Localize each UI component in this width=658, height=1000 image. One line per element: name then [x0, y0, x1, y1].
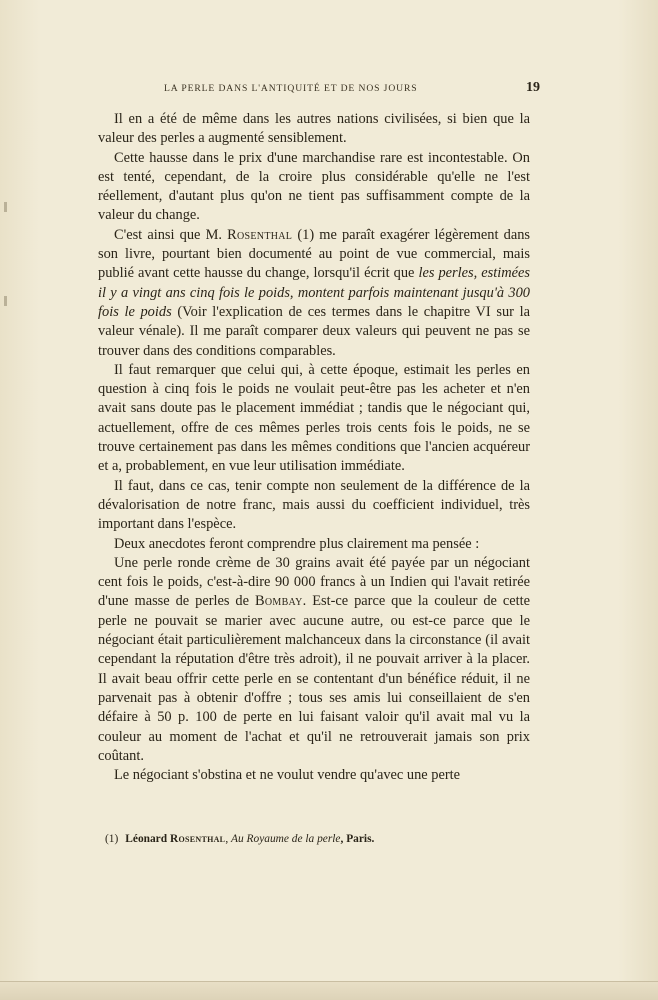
paragraph-text: Cette hausse dans le prix d'une marchandise rare est incontestable. On est tenté, cependant, de la croire plus considérable qu'elle ne l'est réellement, d'autant plus qu'on ne tient pas suffisamment compte de la valeur du change. — [98, 149, 530, 224]
margin-mark — [4, 202, 7, 212]
footnote-author-first: Léonard — [125, 833, 168, 845]
small-caps-name: Bombay — [254, 593, 303, 610]
paragraph-text: Deux anecdotes feront comprendre plus clairement ma pensée : — [114, 535, 480, 552]
paragraph — [98, 766, 530, 785]
italic-quote: les perles, estimées il y a vingt ans cinq fois le poids, montent parfois maintenant jusqu'à 300 fois le poids — [98, 265, 530, 320]
running-title: LA PERLE DANS L'ANTIQUITÉ ET DE NOS JOURS — [164, 83, 418, 94]
paragraph-text: Il faut remarquer que celui qui, à cette époque, estimait les perles en question à cinq fois le poids ne voulait peut-être pas les acheter et n'en avait sans doute pas le placement immédiat ; tandis que le négociant qui, actuellement, offre de ces mêmes perles trois cents fois le poids, ne se trouve certainement pas dans les mêmes conditions que l'ancien acquéreur et a, probablement, en vue leur utilisation immédiate. — [98, 361, 530, 475]
paragraph — [98, 361, 530, 477]
paragraph — [98, 554, 530, 766]
paragraph-text: . Est-ce parce que la couleur de cette perle ne pouvait se marier avec aucune autre, ou est-ce parce que le négociant était particulièrement malchanceux dans la circonstance (il avait cependant la réputation d'être très adroit), il ne pouvait arriver à la placer. Il avait beau offrir cette perle en se contentant d'un bénéfice réduit, il ne parvenait pas à obtenir d'offre ; tous ses amis lui conseillaient de s'en défaire à 50 p. 100 de perte en lui faisant valoir qu'il avait mal vu la couleur au moment de l'achat et qu'il ne retrouverait jamais son prix coûtant. — [98, 593, 530, 764]
paragraph-text: (1) me paraît exagérer légèrement dans son livre, pourtant bien documenté au point de vue commercial, mais publié avant cette hausse du change, lorsqu'il écrit que — [98, 226, 530, 282]
page-bottom-edge — [0, 981, 658, 1000]
paragraph — [98, 110, 530, 149]
paragraph-text: C'est ainsi que M. — [114, 226, 228, 243]
paragraph — [98, 149, 530, 226]
footnote-separator: , — [225, 833, 229, 845]
paragraph-text: Il faut, dans ce cas, tenir compte non seulement de la différence de la dévalorisation de notre franc, mais aussi du coefficient individuel, très important dans l'espèce. — [98, 477, 530, 533]
margin-mark — [4, 296, 7, 306]
footnote-book-title: Au Royaume de la perle — [231, 833, 341, 845]
paragraph-text: Une perle ronde crème de 30 grains avait été payée par un négociant cent fois le poids, c'est-à-dire 90 000 francs à un Indien qui l'avait retirée d'une masse de perles de — [98, 554, 530, 610]
footnote-author-last: Rosenthal — [169, 833, 226, 845]
paragraph — [98, 535, 530, 554]
footnote-place: , Paris. — [340, 833, 375, 845]
footnote-ref: (1) — [105, 833, 119, 845]
page-number: 19 — [526, 80, 540, 95]
small-caps-name: Rosenthal — [227, 226, 293, 243]
paragraph-text: Il en a été de même dans les autres nations civilisées, si bien que la valeur des perles a augmenté sensiblement. — [98, 111, 530, 147]
paragraph-text: (Voir l'explication de ces termes dans le chapitre VI sur la valeur vénale). Il me paraît comparer deux valeurs qui peuvent ne pas se trouver dans des conditions comparables. — [98, 303, 531, 359]
paragraph — [98, 477, 530, 535]
paragraph — [98, 226, 530, 361]
body-text — [98, 110, 530, 785]
page-header — [112, 80, 540, 96]
footnote — [105, 832, 525, 846]
paragraph-text: Le négociant s'obstina et ne voulut vendre qu'avec une perte — [114, 767, 461, 784]
